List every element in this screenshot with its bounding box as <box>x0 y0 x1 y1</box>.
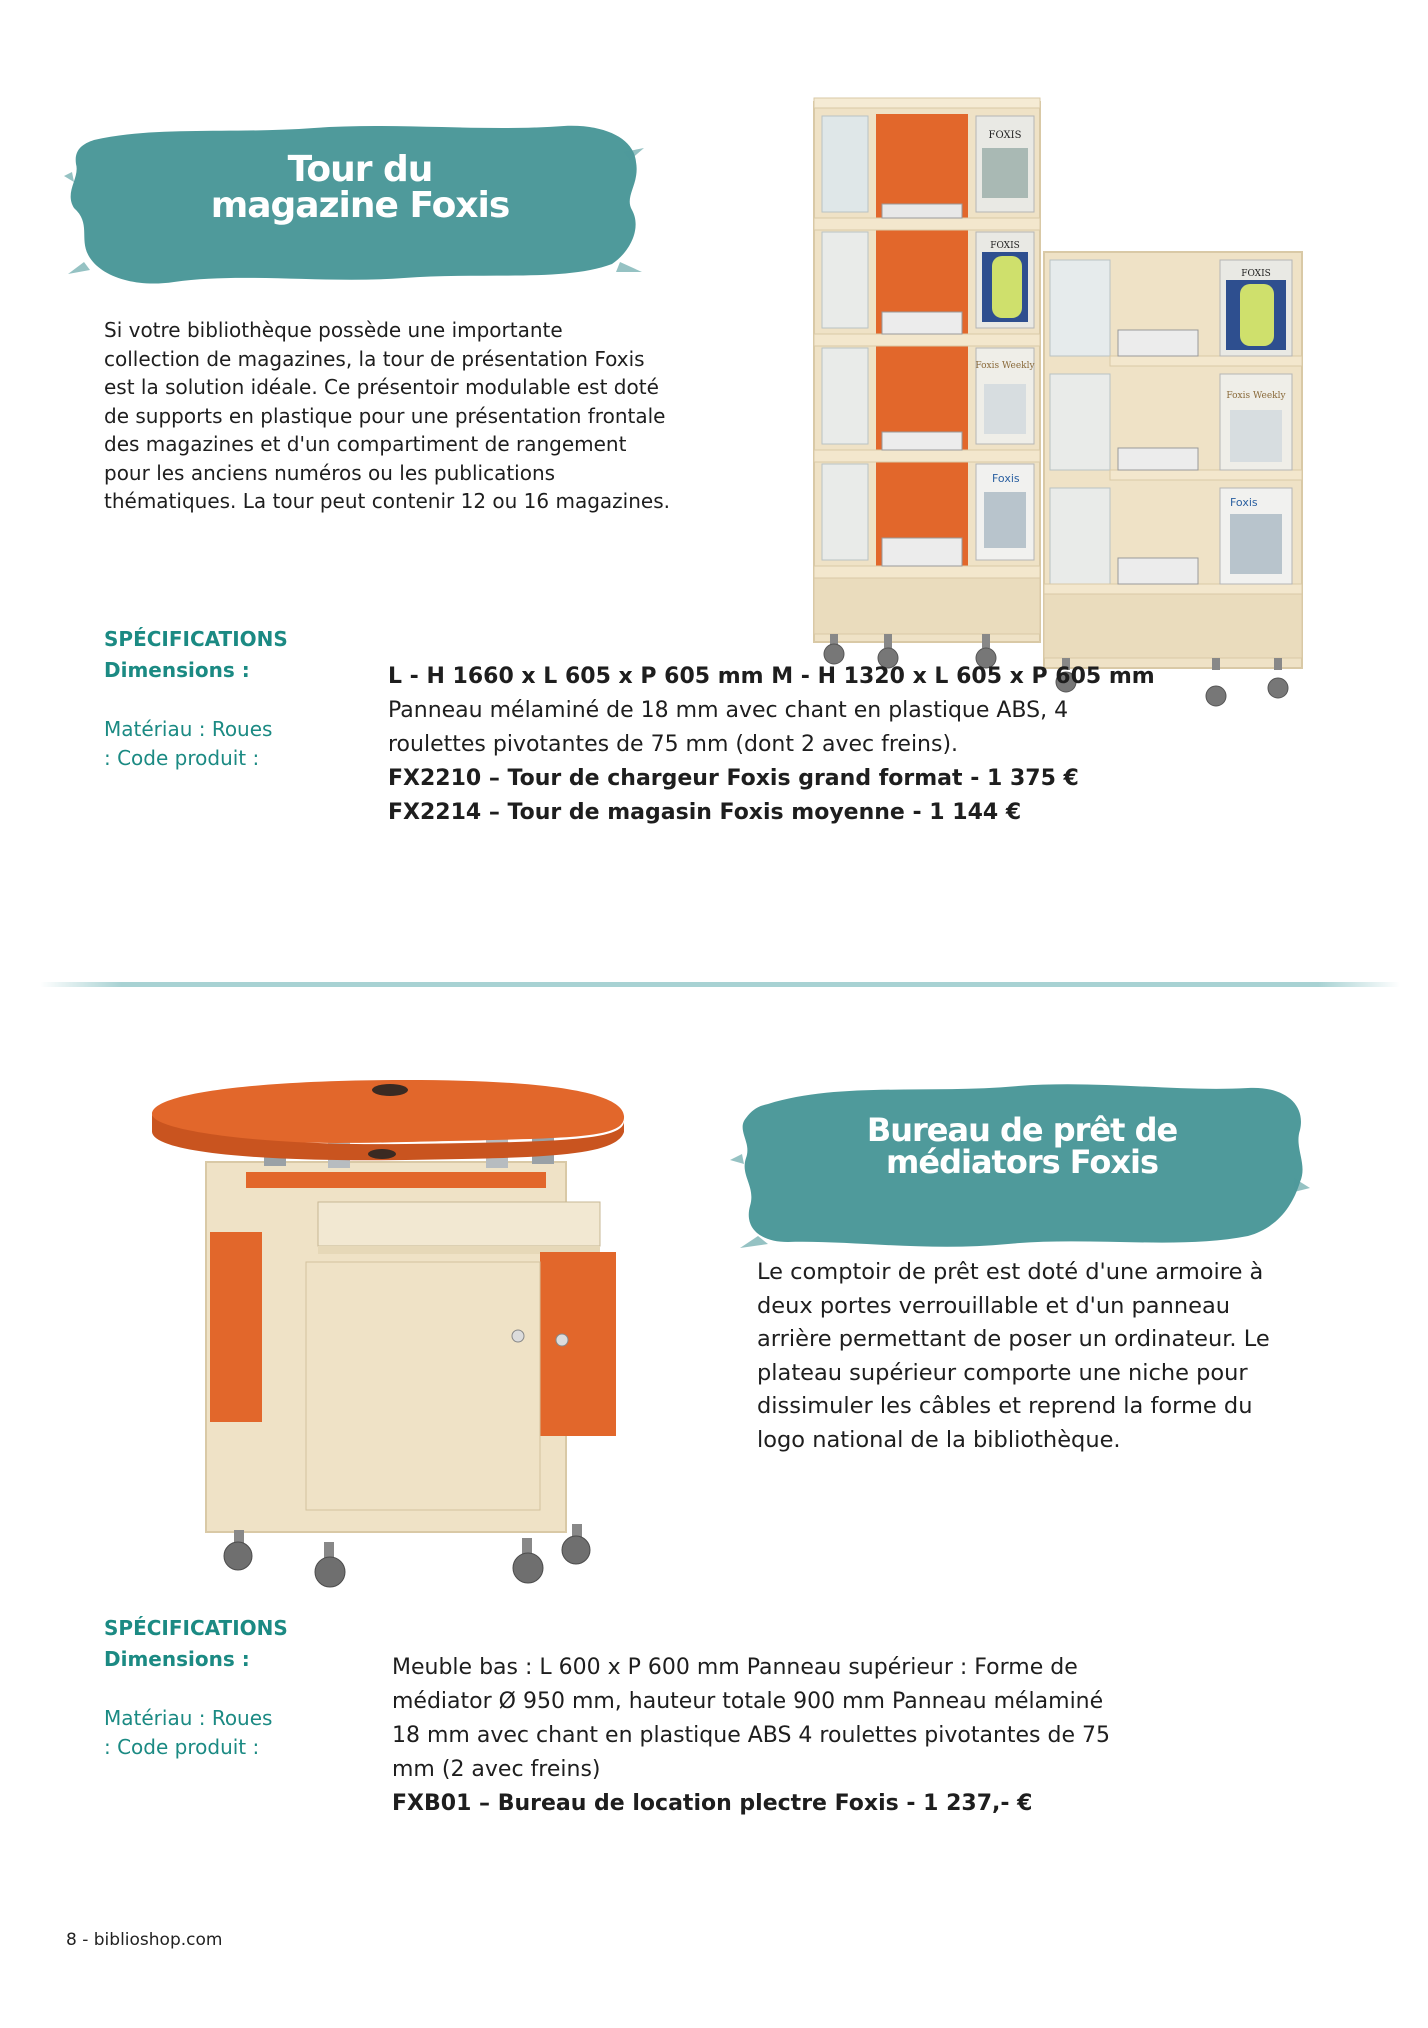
section2-title <box>792 1111 1252 1181</box>
section-divider <box>40 982 1400 987</box>
intro-line: thématiques. La tour peut contenir 12 ou 16 magazines. <box>104 489 670 513</box>
page-footer: 8 - biblioshop.com <box>66 1930 223 1950</box>
magazine-label: Foxis <box>992 472 1020 485</box>
intro-line: plateau supérieur comporte une niche pour <box>757 1359 1248 1386</box>
intro-line: Le comptoir de prêt est doté d'une armoire à <box>757 1259 1264 1285</box>
section1-title-line1: Tour du <box>287 149 433 190</box>
intro-line: deux portes verrouillable et d'un panneau <box>757 1292 1230 1319</box>
intro-line: collection de magazines, la tour de présentation Foxis <box>104 346 645 371</box>
spec-material-value: Panneau mélaminé de 18 mm avec chant en plastique ABS, 4 <box>388 698 1069 723</box>
section1-spec-labels <box>104 624 404 773</box>
magazine-label: FOXIS <box>988 130 1022 141</box>
intro-line: pour les anciens numéros ou les publications <box>104 460 556 485</box>
section2-title-line1: Bureau de prêt de <box>866 1111 1178 1149</box>
large-tower <box>814 98 1040 668</box>
spec-line: mm (2 avec freins) <box>392 1757 601 1782</box>
magazine-label: Foxis <box>1230 496 1258 509</box>
intro-line: de supports en plastique pour une présentation frontale <box>104 403 666 428</box>
spec-material-label: Matériau : Roues <box>104 717 273 741</box>
product-code: FX2214 – Tour de magasin Foxis moyenne - 1 144 € <box>388 800 1022 825</box>
spec-heading: SPÉCIFICATIONS <box>104 1616 288 1640</box>
intro-line: est la solution idéale. Ce présentoir modulable est doté <box>104 375 659 399</box>
product-code: FX2210 – Tour de chargeur Foxis grand format - 1 375 € <box>388 766 1079 791</box>
magazine-label: FOXIS <box>990 241 1020 251</box>
spec-code-label: : Code produit : <box>104 1735 260 1759</box>
intro-line: arrière permettant de poser un ordinateur. Le <box>757 1326 1270 1353</box>
intro-line: dissimuler les câbles et reprend la forme du <box>757 1393 1253 1420</box>
intro-line: des magazines et d'un compartiment de rangement <box>104 432 627 456</box>
medium-tower <box>1044 252 1302 706</box>
spec-line: Meuble bas : L 600 x P 600 mm Panneau supérieur : Forme de <box>392 1655 1078 1680</box>
mediator-desk-product-image <box>146 1072 646 1602</box>
section1-title-line2: magazine Foxis <box>210 185 510 226</box>
spec-dimensions-value: L - H 1660 x L 605 x P 605 mm M - H 1320 x L 605 x P 605 mm <box>388 664 1155 689</box>
magazine-label: Foxis Weekly <box>1226 391 1286 401</box>
section1-spec-values <box>388 660 1288 830</box>
section2-intro <box>757 1256 1377 1458</box>
spec-code-label: : Code produit : <box>104 746 260 770</box>
section2-title-line2: médiators Foxis <box>886 1143 1158 1181</box>
section1-title <box>150 149 570 226</box>
spec-heading: SPÉCIFICATIONS <box>104 627 288 651</box>
magazine-tower-product-image <box>800 92 1320 712</box>
section1-intro <box>104 316 704 516</box>
intro-line: Si votre bibliothèque possède une importante <box>104 318 563 342</box>
product-code: FXB01 – Bureau de location plectre Foxis - 1 237,- € <box>392 1791 1033 1816</box>
spec-dimensions-label: Dimensions : <box>104 658 250 682</box>
section2-spec-labels <box>104 1613 404 1762</box>
spec-material-label: Matériau : Roues <box>104 1706 273 1730</box>
spec-dimensions-label: Dimensions : <box>104 1647 250 1671</box>
spec-material-value: roulettes pivotantes de 75 mm (dont 2 avec freins). <box>388 732 959 757</box>
magazine-label: FOXIS <box>1241 269 1271 279</box>
section2-spec-values <box>392 1651 1292 1821</box>
spec-line: 18 mm avec chant en plastique ABS 4 roulettes pivotantes de 75 <box>392 1723 1110 1748</box>
magazine-label: Foxis Weekly <box>975 361 1035 371</box>
spec-line: médiator Ø 950 mm, hauteur totale 900 mm Panneau mélaminé <box>392 1689 1104 1714</box>
intro-line: logo national de la bibliothèque. <box>757 1426 1121 1453</box>
